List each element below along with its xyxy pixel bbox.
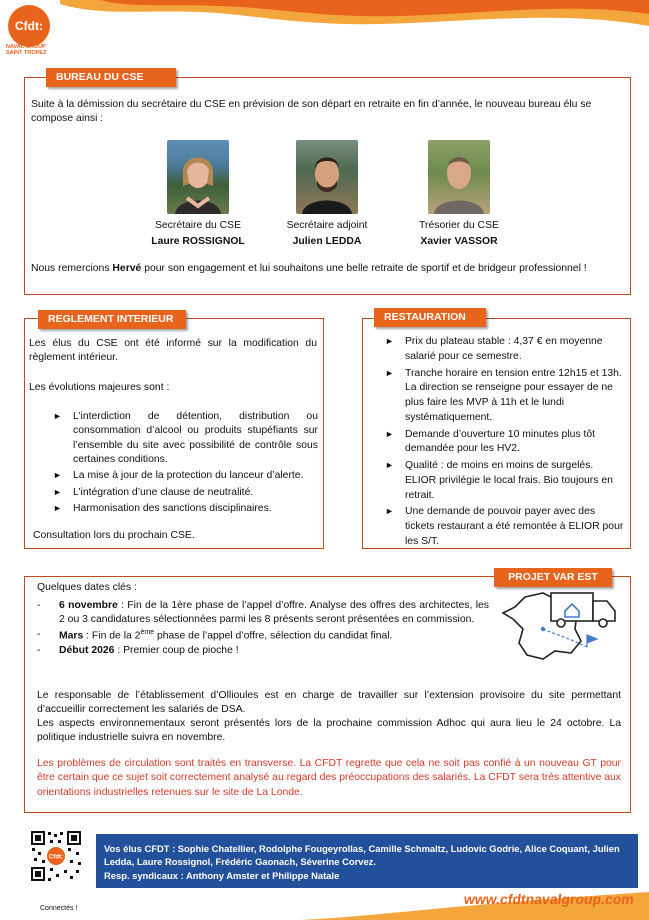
qr-logo-text: Cfdt: [49, 854, 63, 861]
logo-subtitle: NAVAL GROUP SAINT TROPEZ [6, 44, 47, 57]
member-name: Xavier VASSOR [420, 235, 498, 247]
list-item: - 6 novembre : Fin de la 1ère phase de l’appel d’offre. Analyse des offres des architectes, les 2 ou 3 candidatures sélectionnées parmi les 8 présents seront présentées en commission. [37, 600, 489, 626]
restauration-list [385, 335, 625, 552]
reglement-section [24, 318, 324, 549]
member-1 [138, 218, 258, 249]
member-role: Secrétaire adjoint [286, 220, 368, 231]
connect-label: Connectés ! [40, 905, 78, 912]
date-sup: ème [140, 628, 155, 636]
list-item: ► Tranche horaire en tension entre 12h15 et 13h. La direction se renseigne pour essayer de ne plus faire les MVP à 11h et le lundi systématiquement. [385, 367, 622, 423]
list-item: - Début 2026 : Premier coup de pioche ! [37, 644, 239, 656]
footer-resp: Resp. syndicaux : Anthony Amster et Philippe Natale [104, 869, 340, 881]
member-3 [399, 218, 519, 249]
bureau-thanks [31, 262, 631, 276]
photo-xavier-vassor [428, 140, 490, 214]
member-role: Secrétaire du CSE [154, 220, 242, 231]
list-item: ► L’interdiction de détention, distribution ou consommation d’alcool ou produits stupéfiants sur l’ensemble du site avec possibilité de contrôle sous certaines conditions. [53, 411, 318, 466]
france-map-truck-illustration [497, 589, 623, 665]
thanks-name: Hervé [112, 263, 142, 274]
list-item: ► Demande d’ouverture 10 minutes plus tôt demandée pour les HV2. [385, 428, 596, 455]
bureau-label: BUREAU DU CSE [46, 68, 176, 87]
reglement-label: REGLEMENT INTERIEUR [38, 310, 186, 329]
website-link[interactable]: www.cfdtnavalgroup.com [463, 891, 636, 907]
date-text: phase de l’appel d’offre, sélection du candidat final. [154, 630, 393, 642]
restauration-label: RESTAURATION [374, 308, 486, 327]
thanks-post: pour son engagement et lui souhaitons une belle retraite de sportif et de bridgeur professionnel ! [141, 263, 587, 274]
list-item: ► La mise à jour de la protection du lanceur d’alerte. [53, 470, 304, 482]
restauration-section [362, 318, 631, 549]
list-item: ► Harmonisation des sanctions disciplinaires. [53, 503, 272, 515]
list-item-text: Prix du plateau stable : 4,37 € en moyenne salarié pour ce semestre. [405, 336, 603, 362]
list-item-text: Tranche horaire en tension entre 12h15 et 13h. La direction se renseigne pour essayer de ne plus faire les MVP à 11h et le lundi systématiquement. [405, 367, 622, 423]
reglement-p1: Les élus du CSE ont été informé sur la modification du règlement intérieur. [29, 338, 317, 364]
list-item: ► Une demande de pouvoir payer avec des tickets restaurant a été remontée à ELIOR pour les S/T. [385, 506, 624, 547]
reglement-p3: Consultation lors du prochain CSE. [33, 530, 195, 541]
logo-text: Cfdt: [15, 18, 43, 33]
member-name: Laure ROSSIGNOL [151, 235, 245, 247]
member-name: Julien LEDDA [292, 235, 362, 247]
date-text-pre: : Fin de la 2 [83, 630, 141, 642]
date-label: 6 novembre [59, 600, 118, 611]
date-text: : Premier coup de pioche ! [114, 644, 239, 656]
footer-elus-box [96, 834, 638, 888]
date-text: : Fin de la 1ère phase de l’appel d’offre. Analyse des offres des architectes, les 2 ou 3 candidatures sélectionnées parmi les 8 présents seront présentées en commission. [59, 600, 489, 626]
bureau-section [24, 77, 631, 295]
projet-p3: Les problèmes de circulation sont traités en transverse. La CFDT regrette que cela ne soit pas confié à un nouveau GT pour être certain que ce sujet soit correctement analysé au regard des préoccupations des salariés. La CFDT sera très attentive aux orientations industrielles retenues sur le site de La Londe. [37, 758, 621, 798]
reglement-p2: Les évolutions majeures sont : [29, 382, 170, 393]
projet-p1: Le responsable de l’établissement d’Ollioules est en charge de travailler sur l’extension provisoire du site permettant d’accueillir correctement les salariés de DSA. [37, 690, 621, 716]
list-item: ► L’intégration d’une clause de neutralité. [53, 486, 254, 498]
member-2 [267, 218, 387, 249]
list-item: - Mars : Fin de la 2ème phase de l’appel d’offre, sélection du candidat final. [37, 628, 393, 642]
photo-julien-ledda [296, 140, 358, 214]
bureau-intro: Suite à la démission du secrétaire du CSE en prévision de son départ en retraite en fin d’année, le nouveau bureau élu se compose ainsi : [31, 99, 592, 125]
list-item: ► Qualité : de moins en moins de surgelés. ELIOR privilégie le local frais. Bio toujours en retrait. [385, 460, 613, 501]
projet-p2: Les aspects environnementaux seront présentés lors de la prochaine commission Adhoc qui aura lieu le 24 octobre. La politique industrielle suivra en novembre. [37, 718, 621, 744]
list-item-text: Demande d’ouverture 10 minutes plus tôt demandée pour les HV2. [405, 428, 596, 455]
thanks-pre: Nous remercions [31, 263, 113, 274]
date-label: Début 2026 [59, 644, 115, 656]
reglement-list [53, 410, 318, 519]
cfdt-logo [8, 5, 50, 47]
list-item-text: L’intégration d’une clause de neutralité. [73, 486, 254, 498]
list-item-text: Qualité : de moins en moins de surgelés. ELIOR privilégie le local frais. Bio toujours en retrait. [405, 460, 613, 501]
list-item-text: La mise à jour de la protection du lanceur d’alerte. [73, 470, 304, 482]
list-item-text: Une demande de pouvoir payer avec des tickets restaurant a été remontée à ELIOR pour les S/T. [405, 506, 624, 547]
member-role: Trésorier du CSE [419, 220, 499, 231]
list-item-text: L’interdiction de détention, distribution ou consommation d’alcool ou produits stupéfiants sur l’ensemble du site avec possibilité de contrôle sous certaines conditions. [73, 411, 318, 466]
list-item-text: Harmonisation des sanctions disciplinaires. [73, 503, 272, 515]
list-item: ► Prix du plateau stable : 4,37 € en moyenne salarié pour ce semestre. [385, 336, 603, 362]
date-label: Mars [59, 630, 84, 642]
photo-laure-rossignol [167, 140, 229, 214]
dates-list [37, 599, 489, 658]
dates-title: Quelques dates clés : [37, 582, 137, 593]
footer-elus: Vos élus CFDT : Sophie Chatellier, Rodolphe Fougeyrollas, Camille Schmaltz, Ludovic Godrie, Alice Coquant, Julien Ledda, Laure Rossignol, Frédéric Gaonach, Séverine Corvez. [104, 843, 620, 868]
projet-section [24, 576, 631, 813]
qr-code-icon[interactable] [30, 830, 82, 882]
projet-label: PROJET VAR EST [494, 568, 612, 587]
header-wave [0, 0, 649, 40]
